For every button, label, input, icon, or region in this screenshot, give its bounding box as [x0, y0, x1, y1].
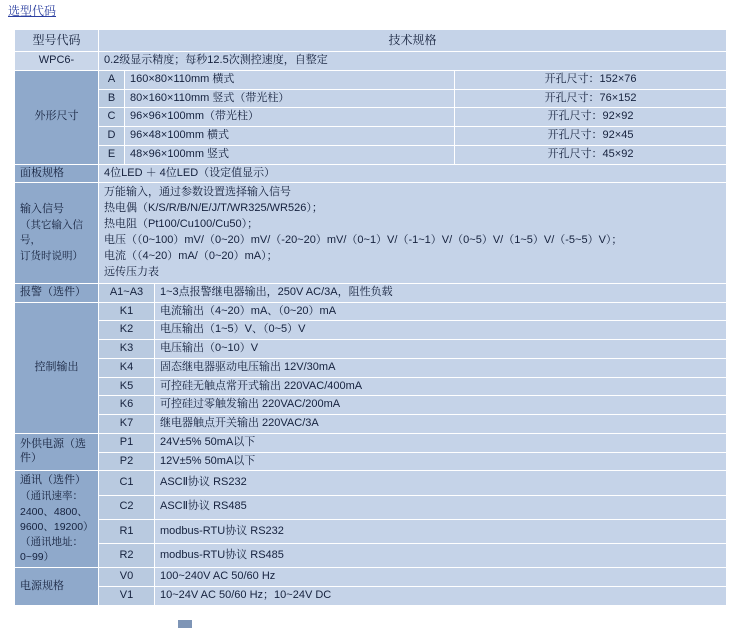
table-row — [15, 321, 727, 340]
power-desc: 100~240V AC 50/60 Hz — [155, 568, 727, 587]
dimension-hole: 开孔尺寸：152×76 — [455, 70, 727, 89]
dimension-code: D — [99, 127, 125, 146]
power-code: V0 — [99, 568, 155, 587]
table-row — [15, 471, 727, 495]
row-label-comm — [15, 471, 99, 568]
control-output-code: K6 — [99, 396, 155, 415]
table-row — [15, 358, 727, 377]
external-power-code: P1 — [99, 433, 155, 452]
table-row-alarm — [15, 283, 727, 302]
dimension-code: E — [99, 145, 125, 164]
row-label-control-output: 控制输出 — [15, 302, 99, 433]
table-row — [15, 568, 727, 587]
table-row — [15, 415, 727, 434]
control-output-code: K7 — [99, 415, 155, 434]
dimension-code: A — [99, 70, 125, 89]
control-output-code: K1 — [99, 302, 155, 321]
input-value — [99, 183, 727, 284]
comm-code: R1 — [99, 519, 155, 543]
input-line: 远传压力表 — [104, 265, 159, 278]
comm-desc: ASCⅡ协议 RS232 — [155, 471, 727, 495]
table-row — [15, 433, 727, 452]
table-row — [15, 89, 727, 108]
table-row-input — [15, 183, 727, 284]
comm-label-note1: （通讯速率：2400、4800、9600、19200） — [20, 490, 94, 533]
external-power-code: P2 — [99, 452, 155, 471]
input-label-main: 输入信号 — [20, 203, 64, 216]
table-row — [15, 452, 727, 471]
dimension-hole: 开孔尺寸：45×92 — [455, 145, 727, 164]
panel-value: 4位LED ＋ 4位LED（设定值显示） — [99, 164, 727, 183]
dimension-hole: 开孔尺寸：92×45 — [455, 127, 727, 146]
row-label-panel: 面板规格 — [15, 164, 99, 183]
input-label-note1: （其它输入信号， — [20, 219, 83, 247]
header-cell-spec: 技术规格 — [99, 30, 727, 52]
table-header-row — [15, 30, 727, 52]
power-code: V1 — [99, 587, 155, 606]
comm-desc: modbus-RTU协议 RS485 — [155, 544, 727, 568]
comm-desc: ASCⅡ协议 RS485 — [155, 495, 727, 519]
row-label-dimensions: 外形尺寸 — [15, 70, 99, 164]
comm-desc: modbus-RTU协议 RS232 — [155, 519, 727, 543]
input-line: 电流（（4~20）mA/（0~20）mA）； — [104, 250, 278, 262]
dimension-desc: 96×48×100mm 横式 — [125, 127, 455, 146]
dimension-desc: 48×96×100mm 竖式 — [125, 145, 455, 164]
table-row-model — [15, 52, 727, 71]
table-row-panel — [15, 164, 727, 183]
alarm-desc: 1~3点报警继电器输出，250V AC/3A，阻性负载 — [155, 283, 727, 302]
dimension-desc: 160×80×110mm 横式 — [125, 70, 455, 89]
input-line: 热电偶（K/S/R/B/N/E/J/T/WR325/WR526）； — [104, 202, 323, 215]
dimension-hole: 开孔尺寸：92×92 — [455, 108, 727, 127]
comm-code: C2 — [99, 495, 155, 519]
input-line: 热电阻（Pt100/Cu100/Cu50）； — [104, 218, 259, 231]
row-label-power: 电源规格 — [15, 568, 99, 606]
control-output-code: K2 — [99, 321, 155, 340]
table-row — [15, 145, 727, 164]
control-output-desc: 固态继电器驱动电压输出 12V/30mA — [155, 358, 727, 377]
row-label-alarm: 报警（选件） — [15, 283, 99, 302]
input-label-note2: 订货时说明） — [20, 249, 83, 262]
input-line: 电压（（0~100）mV/（0~20）mV/（-20~20）mV/（0~1）V/（-1~1）V/（0~5）V/（1~5）V/（-5~5）V）； — [104, 234, 623, 247]
comm-label-main: 通讯（选件） — [20, 474, 86, 487]
comm-code: R2 — [99, 544, 155, 568]
dimension-hole: 开孔尺寸：76×152 — [455, 89, 727, 108]
control-output-code: K4 — [99, 358, 155, 377]
power-desc: 10~24V AC 50/60 Hz；10~24V DC — [155, 587, 727, 606]
dimension-desc: 96×96×100mm（带光柱） — [125, 108, 455, 127]
table-row — [15, 70, 727, 89]
selection-code-table — [14, 29, 727, 606]
table-row — [15, 544, 727, 568]
table-row — [15, 302, 727, 321]
row-label-input — [15, 183, 99, 284]
model-code: WPC6- — [15, 52, 99, 71]
dimension-code: B — [99, 89, 125, 108]
table-row — [15, 108, 727, 127]
external-power-desc: 12V±5% 50mA以下 — [155, 452, 727, 471]
control-output-desc: 电流输出（4~20）mA、（0~20）mA — [155, 302, 727, 321]
external-power-desc: 24V±5% 50mA以下 — [155, 433, 727, 452]
control-output-desc: 继电器触点开关输出 220VAC/3A — [155, 415, 727, 434]
page-title: 选型代码 — [8, 4, 57, 18]
table-row — [15, 340, 727, 359]
model-spec: 0.2级显示精度；每秒12.5次测控速度，自整定 — [99, 52, 727, 71]
control-output-desc: 可控硅过零触发输出 220VAC/200mA — [155, 396, 727, 415]
input-line: 万能输入，通过参数设置选择输入信号 — [104, 186, 291, 199]
control-output-desc: 电压输出（0~10）V — [155, 340, 727, 359]
row-label-external-power: 外供电源（选件） — [15, 433, 99, 471]
control-output-code: K5 — [99, 377, 155, 396]
dimension-desc: 80×160×110mm 竖式（带光柱） — [125, 89, 455, 108]
dimension-code: C — [99, 108, 125, 127]
table-row — [15, 396, 727, 415]
header-cell-code: 型号代码 — [15, 30, 99, 52]
control-output-desc: 电压输出（1~5）V、（0~5）V — [155, 321, 727, 340]
table-row — [15, 127, 727, 146]
control-output-desc: 可控硅无触点常开式输出 220VAC/400mA — [155, 377, 727, 396]
table-row — [15, 495, 727, 519]
footer-block-mark — [178, 620, 192, 628]
control-output-code: K3 — [99, 340, 155, 359]
table-row — [15, 587, 727, 606]
table-row — [15, 377, 727, 396]
comm-label-note2: （通讯地址：0~99） — [20, 535, 83, 564]
table-row — [15, 519, 727, 543]
alarm-code: A1~A3 — [99, 283, 155, 302]
comm-code: C1 — [99, 471, 155, 495]
